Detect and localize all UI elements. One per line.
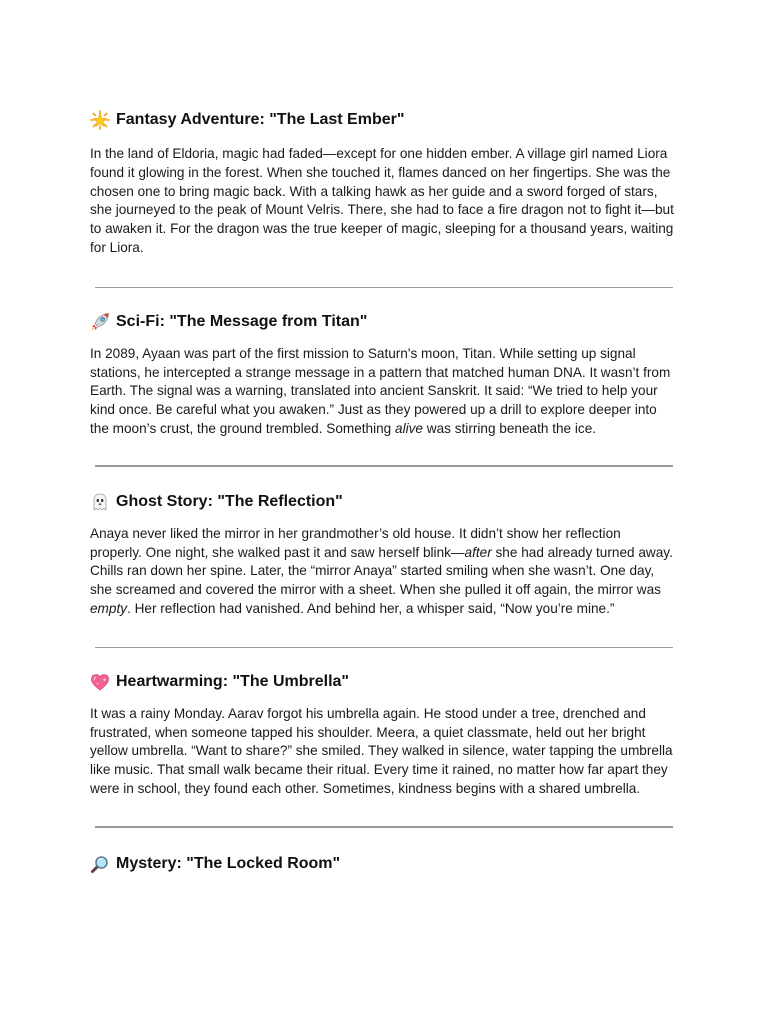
section-divider bbox=[95, 287, 673, 288]
story-body-fantasy bbox=[90, 145, 676, 258]
story-text: It was a rainy Monday. Aarav forgot his umbrella again. He stood under a tree, drenched and frustrated, when someone tapped his shoulder. Meera, a quiet classmate, held out her bright yellow umbrella. “Want to share?” she smiled. They walked in silence, water tapping the umbrella like music. That small walk became their ritual. Every time it rained, no matter how far apart they were in school, they found each other. Sometimes, kindness begins with a shared umbrella. bbox=[90, 705, 673, 796]
section-divider bbox=[95, 826, 673, 828]
story-title-text: Mystery: "The Locked Room" bbox=[116, 854, 341, 872]
emphasis-text: empty bbox=[90, 600, 128, 616]
story-text: . Her reflection had vanished. And behind her, a whisper said, “Now you’re mine.” bbox=[127, 600, 615, 616]
section-divider bbox=[95, 465, 673, 467]
story-text: she had already turned away. Chills ran down her spine. Later, the “mirror Anaya” started smiling when she wasn’t. One day, she screamed and covered the mirror with a sheet. When she pulled it off again, the mirror was bbox=[90, 544, 673, 598]
ghost-icon bbox=[90, 492, 110, 512]
story-body-scifi bbox=[90, 345, 676, 439]
story-text: was stirring beneath the ice. bbox=[423, 420, 597, 436]
rocket-icon bbox=[90, 312, 110, 332]
story-text: In the land of Eldoria, magic had faded—except for one hidden ember. A village girl named Liora found it glowing in the forest. When she touched it, flames danced on her fingertips. She was the chosen one to bring magic back. With a talking hawk as her guide and a sword forged of stars, she journeyed to the peak of Mount Velris. There, she had to face a fire dragon not to fight it—but to awaken it. For the dragon was the true keeper of magic, sleeping for a thousand years, waiting for Liora. bbox=[90, 146, 674, 255]
story-title-mystery bbox=[90, 852, 676, 876]
story-text: Anaya never liked the mirror in her grandmother’s old house. It didn’t show her reflection properly. One night, she walked past it and saw herself blink— bbox=[90, 525, 621, 560]
sparkling-heart-icon bbox=[90, 672, 110, 692]
story-title-text: Ghost Story: "The Reflection" bbox=[116, 492, 343, 510]
story-text: In 2089, Ayaan was part of the first mission to Saturn's moon, Titan. While setting up signal stations, he intercepted a strange message in a pattern that matched human DNA. It wasn’t from Earth. The signal was a warning, translated into ancient Sanskrit. It said: “We tried to help your kind once. Be careful what you awaken.” Just as they powered up a drill to explore deeper into the moon’s crust, the ground trembled. Something bbox=[90, 345, 671, 436]
section-divider bbox=[95, 647, 673, 648]
story-title-text: Heartwarming: "The Umbrella" bbox=[116, 672, 349, 690]
story-title-scifi bbox=[90, 310, 676, 334]
story-title-text: Sci-Fi: "The Message from Titan" bbox=[116, 312, 368, 330]
story-body-heartwarming bbox=[90, 705, 676, 799]
story-title-fantasy bbox=[90, 108, 676, 132]
document-page bbox=[90, 108, 676, 876]
story-title-ghost bbox=[90, 490, 676, 514]
story-title-heartwarming bbox=[90, 670, 676, 694]
glowing-star-icon bbox=[90, 110, 110, 130]
story-body-ghost bbox=[90, 525, 676, 619]
story-title-text: Fantasy Adventure: "The Last Ember" bbox=[116, 111, 405, 128]
emphasis-text: after bbox=[464, 544, 492, 560]
emphasis-text: alive bbox=[395, 420, 423, 436]
magnifying-glass-icon bbox=[90, 854, 110, 874]
